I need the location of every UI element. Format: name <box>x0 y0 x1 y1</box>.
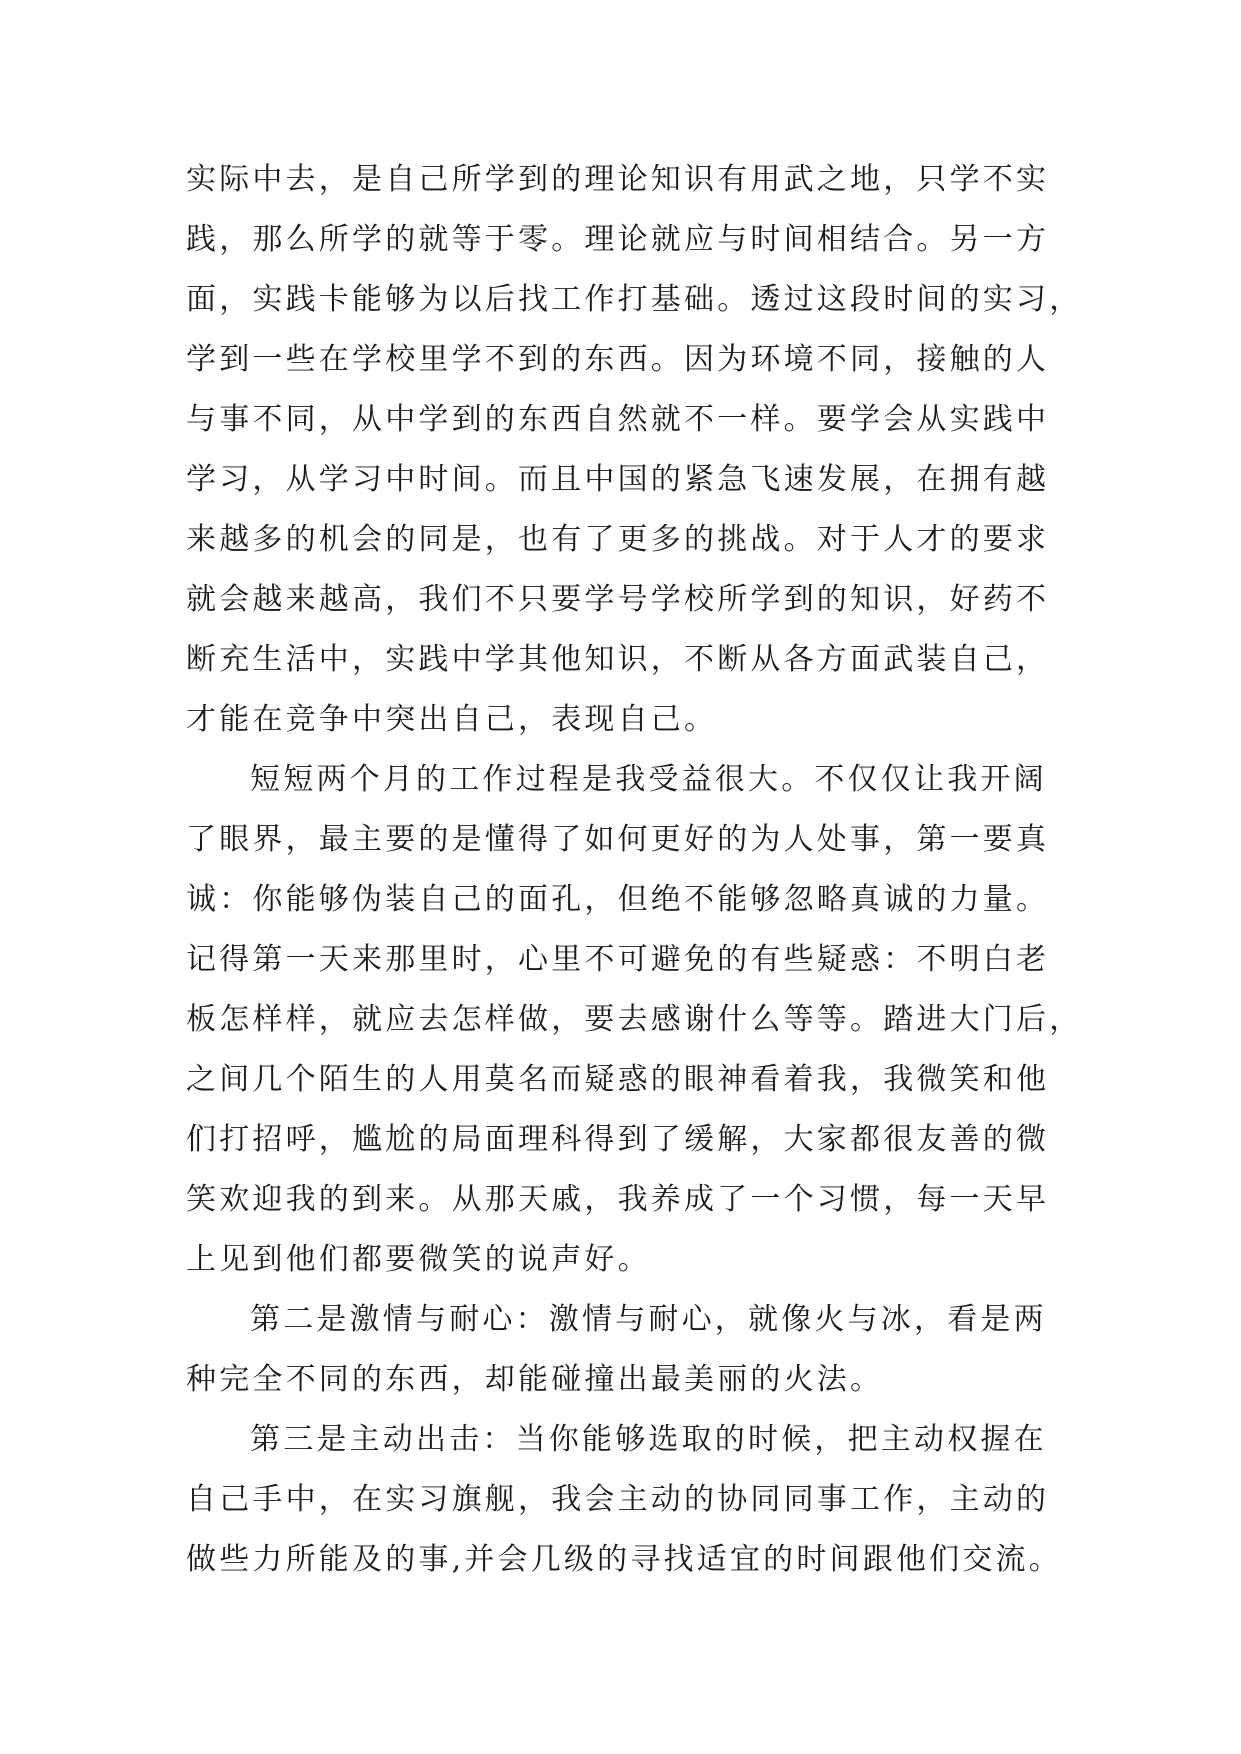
paragraph <box>186 1410 1066 1590</box>
text-line: 记得第一天来那里时，心里不可避免的有些疑惑：不明白老 <box>186 942 1050 977</box>
text-line: 来越多的机会的同是，也有了更多的挑战。对于人才的要求 <box>186 522 1050 557</box>
paragraph <box>186 150 1083 750</box>
text-line: 第三是主动出击：当你能够选取的时候，把主动权握在 <box>250 1422 1047 1457</box>
text-line: 实际中去，是自己所学到的理论知识有用武之地，只学不实 <box>186 162 1050 197</box>
text-line: 学习，从学习中时间。而且中国的紧急飞速发展，在拥有越 <box>186 462 1050 497</box>
text-line: 笑欢迎我的到来。从那天戚，我养成了一个习惯，每一天早 <box>186 1182 1050 1217</box>
text-line: 自己手中，在实习旗舰，我会主动的协同同事工作，主动的 <box>186 1482 1050 1517</box>
text-line: 们打招呼，尴尬的局面理科得到了缓解，大家都很友善的微 <box>186 1122 1050 1157</box>
text-line: 第二是激情与耐心：激情与耐心，就像火与冰，看是两 <box>250 1302 1047 1337</box>
text-line: 之间几个陌生的人用莫名而疑惑的眼神看着我，我微笑和他 <box>186 1062 1050 1097</box>
text-line: 断充生活中，实践中学其他知识，不断从各方面武装自己， <box>186 642 1050 677</box>
text-line: 与事不同，从中学到的东西自然就不一样。要学会从实践中 <box>186 402 1050 437</box>
text-line: 做些力所能及的事,并会几级的寻找适宜的时间跟他们交流。 <box>186 1542 1062 1577</box>
text-line: 板怎样样，就应去怎样做，要去感谢什么等等。踏进大门后， <box>186 1002 1083 1037</box>
text-line: 践，那么所学的就等于零。理论就应与时间相结合。另一方 <box>186 222 1050 257</box>
document-body <box>186 150 1083 1590</box>
text-line: 种完全不同的东西，却能碰撞出最美丽的火法。 <box>186 1362 884 1397</box>
paragraph <box>186 750 1083 1290</box>
text-line: 诚：你能够伪装自己的面孔，但绝不能够忽略真诚的力量。 <box>186 882 1050 917</box>
text-line: 就会越来越高，我们不只要学号学校所学到的知识，好药不 <box>186 582 1050 617</box>
paragraph <box>186 1290 1066 1410</box>
text-line: 学到一些在学校里学不到的东西。因为环境不同，接触的人 <box>186 342 1050 377</box>
text-line: 了眼界，最主要的是懂得了如何更好的为人处事，第一要真 <box>186 822 1050 857</box>
text-line: 面，实践卡能够为以后找工作打基础。透过这段时间的实习， <box>186 282 1083 317</box>
text-line: 上见到他们都要微笑的说声好。 <box>186 1242 651 1277</box>
text-line: 才能在竞争中突出自己，表现自己。 <box>186 702 718 737</box>
text-line: 短短两个月的工作过程是我受益很大。不仅仅让我开阔 <box>250 762 1047 797</box>
